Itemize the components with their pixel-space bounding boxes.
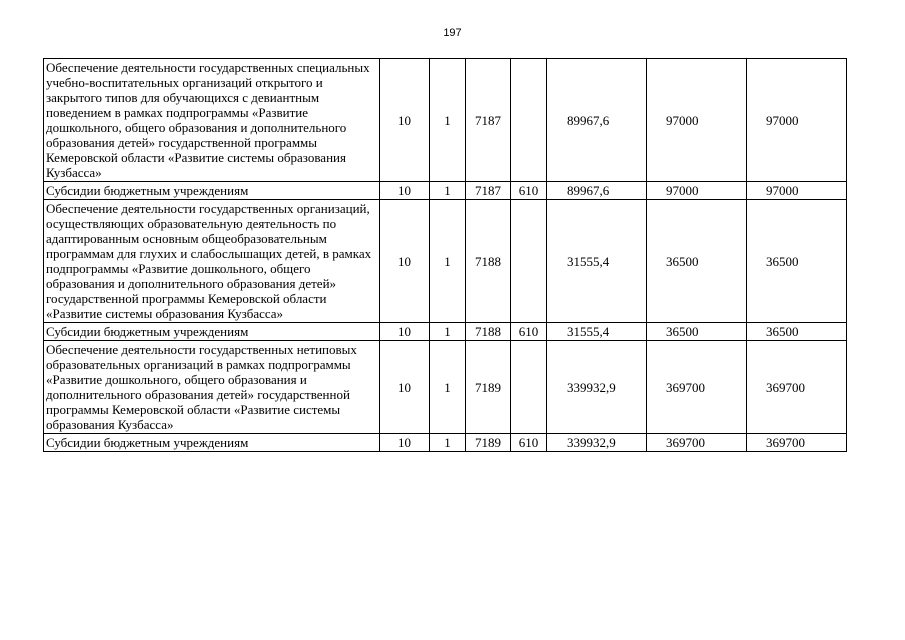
amount-col1-cell: 31555,4 (547, 200, 647, 323)
section-code-cell: 10 (380, 182, 430, 200)
amount-col3-cell: 97000 (747, 182, 847, 200)
subsection-code-cell: 1 (430, 182, 466, 200)
expense-type-cell (511, 200, 547, 323)
subsection-code-cell: 1 (430, 434, 466, 452)
expense-type-cell: 610 (511, 323, 547, 341)
row-name-cell: Обеспечение деятельности государственных специальных учебно-воспитательных организаций открытого и закрытого типов для обучающихся с девиантным поведением в рамках подпрограммы «Развитие дошкольного, общего образования и дополнительного образования детей» государственной программы Кемеровской области «Развитие системы образования Кузбасса» (44, 59, 380, 182)
amount-col2-cell: 369700 (647, 341, 747, 434)
amount-col3-cell: 97000 (747, 59, 847, 182)
subsection-code-cell: 1 (430, 323, 466, 341)
amount-col1-cell: 339932,9 (547, 341, 647, 434)
table-row (44, 341, 847, 434)
table-row (44, 182, 847, 200)
amount-col3-cell: 36500 (747, 200, 847, 323)
amount-col2-cell: 369700 (647, 434, 747, 452)
section-code-cell: 10 (380, 200, 430, 323)
subsection-code-cell: 1 (430, 59, 466, 182)
amount-col3-cell: 369700 (747, 341, 847, 434)
expense-type-cell (511, 341, 547, 434)
expense-type-cell: 610 (511, 182, 547, 200)
amount-col3-cell: 369700 (747, 434, 847, 452)
row-name-cell: Обеспечение деятельности государственных организаций, осуществляющих образовательную деятельность по адаптированным основным общеобразовательным программам для глухих и слабослышащих детей, в рамках подпрограммы «Развитие дошкольного, общего образования и дополнительного образования детей» государственной программы Кемеровской области «Развитие системы образования Кузбасса» (44, 200, 380, 323)
target-code-cell: 7189 (466, 341, 511, 434)
expense-type-cell (511, 59, 547, 182)
amount-col2-cell: 97000 (647, 182, 747, 200)
section-code-cell: 10 (380, 59, 430, 182)
target-code-cell: 7189 (466, 434, 511, 452)
table-row (44, 200, 847, 323)
subsection-code-cell: 1 (430, 341, 466, 434)
target-code-cell: 7188 (466, 200, 511, 323)
table-row (44, 434, 847, 452)
section-code-cell: 10 (380, 434, 430, 452)
amount-col2-cell: 36500 (647, 323, 747, 341)
section-code-cell: 10 (380, 323, 430, 341)
row-name-cell: Субсидии бюджетным учреждениям (44, 434, 380, 452)
amount-col1-cell: 89967,6 (547, 182, 647, 200)
row-name-cell: Обеспечение деятельности государственных нетиповых образовательных организаций в рамках подпрограммы «Развитие дошкольного, общего образования и дополнительного образования детей» государственной программы Кемеровской области «Развитие системы образования Кузбасса» (44, 341, 380, 434)
table-body (44, 59, 847, 452)
table-row (44, 59, 847, 182)
target-code-cell: 7188 (466, 323, 511, 341)
amount-col1-cell: 339932,9 (547, 434, 647, 452)
budget-table (43, 58, 847, 452)
row-name-cell: Субсидии бюджетным учреждениям (44, 182, 380, 200)
subsection-code-cell: 1 (430, 200, 466, 323)
expense-type-cell: 610 (511, 434, 547, 452)
amount-col1-cell: 89967,6 (547, 59, 647, 182)
target-code-cell: 7187 (466, 182, 511, 200)
amount-col2-cell: 36500 (647, 200, 747, 323)
amount-col3-cell: 36500 (747, 323, 847, 341)
page-number: 197 (443, 27, 462, 39)
table-row (44, 323, 847, 341)
target-code-cell: 7187 (466, 59, 511, 182)
amount-col1-cell: 31555,4 (547, 323, 647, 341)
row-name-cell: Субсидии бюджетным учреждениям (44, 323, 380, 341)
section-code-cell: 10 (380, 341, 430, 434)
amount-col2-cell: 97000 (647, 59, 747, 182)
